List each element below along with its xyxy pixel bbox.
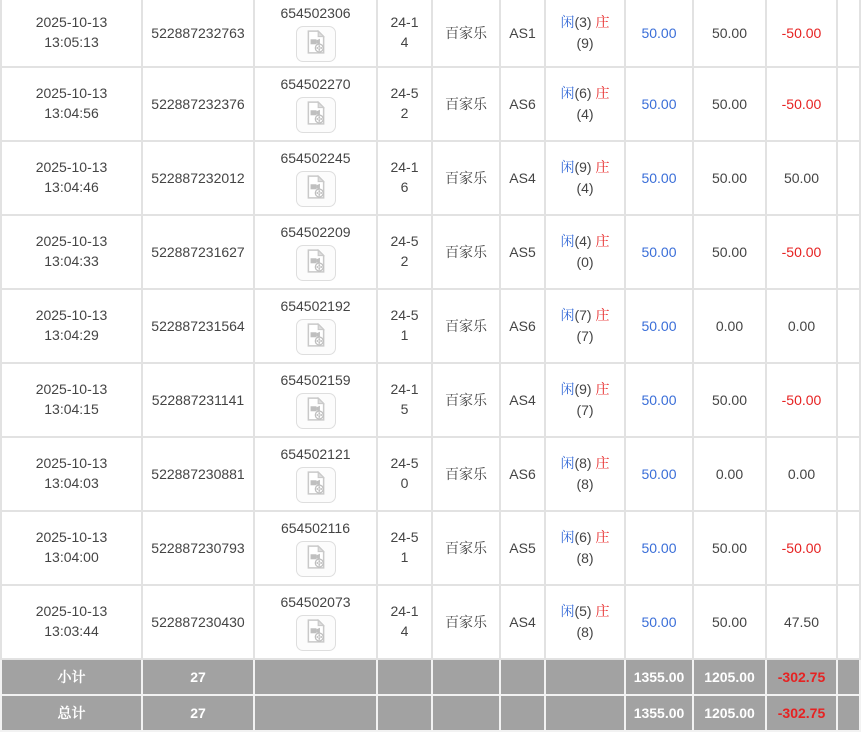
table-name-cell: AS4	[501, 586, 546, 660]
spacer-cell	[838, 290, 861, 364]
table-round: 24-52	[390, 85, 419, 121]
bet-date: 2025-10-13	[35, 85, 108, 102]
valid-amount-cell	[626, 0, 694, 68]
result-cell	[546, 290, 626, 364]
game-number: 654502209	[280, 224, 351, 241]
bet-id-cell: 522887231627	[143, 216, 255, 290]
video-file-icon	[305, 30, 327, 57]
bet-time-cell	[0, 586, 143, 660]
bet-amount-cell: 50.00	[694, 364, 767, 438]
bet-amount-cell: 0.00	[694, 290, 767, 364]
win-loss-value: 0.00	[787, 466, 816, 482]
bet-time: 13:04:56	[44, 105, 99, 121]
player-label: 闲	[560, 85, 575, 101]
win-loss-cell	[767, 142, 838, 216]
subtotal-valid-amount: 1355.00	[626, 660, 694, 696]
win-loss-cell	[767, 586, 838, 660]
video-file-icon	[305, 545, 327, 572]
bet-time: 13:05:13	[44, 34, 99, 50]
video-file-icon	[305, 101, 327, 128]
result-cell	[546, 512, 626, 586]
banker-label: 庄	[595, 455, 610, 471]
table-round-cell	[378, 0, 433, 68]
table-round: 24-15	[390, 381, 419, 417]
video-replay-button[interactable]	[296, 319, 336, 355]
player-label: 闲	[560, 233, 575, 249]
result-cell	[546, 68, 626, 142]
bet-time-cell	[0, 290, 143, 364]
player-points: (8)	[574, 455, 592, 471]
table-row	[0, 512, 861, 586]
banker-label: 庄	[595, 85, 610, 101]
bet-time-cell	[0, 364, 143, 438]
bet-date: 2025-10-13	[35, 14, 108, 31]
table-round: 24-51	[390, 529, 419, 565]
banker-label: 庄	[595, 381, 610, 397]
subtotal-bet-amount: 1205.00	[694, 660, 767, 696]
bet-id-cell: 522887231564	[143, 290, 255, 364]
player-points: (5)	[574, 603, 592, 619]
video-replay-button[interactable]	[296, 171, 336, 207]
video-file-icon	[305, 323, 327, 350]
game-type-cell: 百家乐	[433, 142, 501, 216]
bet-date: 2025-10-13	[35, 603, 108, 620]
spacer-cell	[838, 216, 861, 290]
game-number: 654502159	[280, 372, 351, 389]
win-loss-value: 47.50	[783, 614, 820, 630]
bet-time: 13:03:44	[44, 623, 99, 639]
game-type-cell: 百家乐	[433, 290, 501, 364]
result-cell	[546, 364, 626, 438]
valid-amount-cell	[626, 68, 694, 142]
table-round: 24-51	[390, 307, 419, 343]
table-round: 24-50	[390, 455, 419, 491]
game-id-cell	[255, 68, 378, 142]
player-label: 闲	[560, 307, 575, 323]
player-label: 闲	[560, 455, 575, 471]
valid-amount-cell	[626, 290, 694, 364]
bet-date: 2025-10-13	[35, 233, 108, 250]
table-round-cell	[378, 364, 433, 438]
game-id-cell	[255, 216, 378, 290]
bet-id-cell: 522887230881	[143, 438, 255, 512]
table-row	[0, 290, 861, 364]
game-number: 654502073	[280, 594, 351, 611]
table-row	[0, 68, 861, 142]
video-file-icon	[305, 175, 327, 202]
player-label: 闲	[560, 159, 575, 175]
banker-label: 庄	[595, 603, 610, 619]
total-count: 27	[143, 696, 255, 732]
table-name-cell: AS1	[501, 0, 546, 68]
bet-time-cell	[0, 0, 143, 68]
spacer-cell	[838, 696, 861, 732]
win-loss-cell	[767, 438, 838, 512]
win-loss-value: -50.00	[781, 540, 822, 556]
result-cell	[546, 586, 626, 660]
bet-id-cell: 522887230430	[143, 586, 255, 660]
total-row	[0, 696, 861, 732]
table-row	[0, 438, 861, 512]
bet-time: 13:04:33	[44, 253, 99, 269]
banker-points: (4)	[576, 180, 594, 196]
game-id-cell	[255, 512, 378, 586]
bet-id-cell: 522887231141	[143, 364, 255, 438]
game-id-cell	[255, 142, 378, 216]
spacer-cell	[838, 364, 861, 438]
player-label: 闲	[560, 603, 575, 619]
player-points: (3)	[574, 14, 592, 30]
video-replay-button[interactable]	[296, 541, 336, 577]
player-label: 闲	[560, 14, 575, 30]
spacer-cell	[838, 0, 861, 68]
bet-date: 2025-10-13	[35, 159, 108, 176]
game-type-cell: 百家乐	[433, 512, 501, 586]
banker-label: 庄	[595, 14, 610, 30]
valid-amount-cell	[626, 586, 694, 660]
spacer-cell	[838, 142, 861, 216]
game-id-cell	[255, 290, 378, 364]
bet-time: 13:04:29	[44, 327, 99, 343]
win-loss-value: -50.00	[781, 244, 822, 260]
bet-time-cell	[0, 438, 143, 512]
spacer-cell	[838, 586, 861, 660]
win-loss-cell	[767, 68, 838, 142]
video-file-icon	[305, 249, 327, 276]
valid-amount-link[interactable]: 50.00	[641, 392, 677, 408]
video-file-icon	[305, 471, 327, 498]
win-loss-cell	[767, 364, 838, 438]
bet-id-cell: 522887232012	[143, 142, 255, 216]
banker-label: 庄	[595, 159, 610, 175]
video-replay-button[interactable]	[296, 26, 336, 62]
player-points: (9)	[574, 381, 592, 397]
result-cell	[546, 142, 626, 216]
bet-time-cell	[0, 68, 143, 142]
game-number: 654502192	[280, 298, 351, 315]
table-row	[0, 586, 861, 660]
win-loss-cell	[767, 512, 838, 586]
valid-amount-cell	[626, 364, 694, 438]
player-points: (6)	[574, 85, 592, 101]
game-number: 654502116	[280, 520, 351, 537]
win-loss-cell	[767, 290, 838, 364]
total-valid-amount: 1355.00	[626, 696, 694, 732]
table-name-cell: AS5	[501, 512, 546, 586]
valid-amount-link[interactable]: 50.00	[641, 318, 677, 334]
bet-amount-cell: 50.00	[694, 142, 767, 216]
game-number: 654502306	[280, 5, 351, 22]
table-name-cell: AS4	[501, 364, 546, 438]
game-type-cell: 百家乐	[433, 216, 501, 290]
table-row	[0, 0, 861, 68]
subtotal-label: 小计	[0, 660, 143, 696]
table-name-cell: AS5	[501, 216, 546, 290]
banker-points: (7)	[576, 328, 594, 344]
bet-amount-cell: 50.00	[694, 68, 767, 142]
win-loss-value: -50.00	[781, 25, 822, 41]
game-id-cell	[255, 364, 378, 438]
spacer-cell	[838, 438, 861, 512]
spacer-cell	[838, 68, 861, 142]
result-cell	[546, 0, 626, 68]
valid-amount-cell	[626, 512, 694, 586]
table-round-cell	[378, 68, 433, 142]
banker-label: 庄	[595, 307, 610, 323]
table-name-cell: AS4	[501, 142, 546, 216]
video-file-icon	[305, 397, 327, 424]
bet-id-cell: 522887232763	[143, 0, 255, 68]
bet-time: 13:04:46	[44, 179, 99, 195]
bet-amount-cell: 50.00	[694, 216, 767, 290]
spacer-cell	[838, 660, 861, 696]
bet-amount-cell: 50.00	[694, 0, 767, 68]
game-type-cell: 百家乐	[433, 364, 501, 438]
bet-id-cell: 522887232376	[143, 68, 255, 142]
bet-time: 13:04:00	[44, 549, 99, 565]
banker-label: 庄	[595, 529, 610, 545]
table-round-cell	[378, 512, 433, 586]
valid-amount-cell	[626, 142, 694, 216]
player-label: 闲	[560, 529, 575, 545]
bet-id-cell: 522887230793	[143, 512, 255, 586]
bet-date: 2025-10-13	[35, 529, 108, 546]
game-number: 654502270	[280, 76, 351, 93]
video-file-icon	[305, 619, 327, 646]
valid-amount-cell	[626, 216, 694, 290]
valid-amount-cell	[626, 438, 694, 512]
bet-date: 2025-10-13	[35, 307, 108, 324]
game-id-cell	[255, 438, 378, 512]
banker-points: (8)	[576, 550, 594, 566]
valid-amount-link[interactable]: 50.00	[641, 244, 677, 260]
footer-win-loss: -302.75	[767, 696, 838, 732]
banker-points: (8)	[576, 624, 594, 640]
game-type-cell: 百家乐	[433, 68, 501, 142]
table-round: 24-14	[390, 603, 419, 639]
table-name-cell: AS6	[501, 290, 546, 364]
table-round-cell	[378, 142, 433, 216]
table-row	[0, 142, 861, 216]
game-number: 654502121	[280, 446, 351, 463]
banker-points: (4)	[576, 106, 594, 122]
video-replay-button[interactable]	[296, 97, 336, 133]
valid-amount-link[interactable]: 50.00	[641, 466, 677, 482]
table-round: 24-52	[390, 233, 419, 269]
win-loss-cell	[767, 0, 838, 68]
game-number: 654502245	[280, 150, 351, 167]
game-type-cell: 百家乐	[433, 586, 501, 660]
win-loss-value: 50.00	[783, 170, 820, 186]
game-id-cell	[255, 586, 378, 660]
bet-amount-cell: 50.00	[694, 586, 767, 660]
subtotal-row	[0, 660, 861, 696]
table-name-cell: AS6	[501, 438, 546, 512]
table-row	[0, 216, 861, 290]
banker-points: (7)	[576, 402, 594, 418]
bet-time: 13:04:03	[44, 475, 99, 491]
table-round-cell	[378, 216, 433, 290]
result-cell	[546, 216, 626, 290]
banker-points: (9)	[576, 35, 594, 51]
bet-time-cell	[0, 512, 143, 586]
table-row	[0, 364, 861, 438]
bet-date: 2025-10-13	[35, 381, 108, 398]
video-replay-button[interactable]	[296, 615, 336, 651]
bet-amount-cell: 0.00	[694, 438, 767, 512]
bet-date: 2025-10-13	[35, 455, 108, 472]
table-round: 24-16	[390, 159, 419, 195]
bet-time-cell	[0, 142, 143, 216]
player-points: (4)	[574, 233, 592, 249]
banker-label: 庄	[595, 233, 610, 249]
video-replay-button[interactable]	[296, 467, 336, 503]
bet-time-cell	[0, 216, 143, 290]
game-type-cell: 百家乐	[433, 0, 501, 68]
bet-time: 13:04:15	[44, 401, 99, 417]
player-points: (7)	[574, 307, 592, 323]
win-loss-value: 0.00	[787, 318, 816, 334]
table-name-cell: AS6	[501, 68, 546, 142]
bet-amount-cell: 50.00	[694, 512, 767, 586]
subtotal-count: 27	[143, 660, 255, 696]
banker-points: (0)	[576, 254, 594, 270]
player-label: 闲	[560, 381, 575, 397]
table-round-cell	[378, 290, 433, 364]
game-type-cell: 百家乐	[433, 438, 501, 512]
valid-amount-link[interactable]: 50.00	[641, 96, 677, 112]
spacer-cell	[838, 512, 861, 586]
win-loss-value: -50.00	[781, 392, 822, 408]
video-replay-button[interactable]	[296, 245, 336, 281]
footer-win-loss: -302.75	[767, 660, 838, 696]
banker-points: (8)	[576, 476, 594, 492]
valid-amount-link[interactable]: 50.00	[641, 540, 677, 556]
player-points: (6)	[574, 529, 592, 545]
valid-amount-link[interactable]: 50.00	[641, 614, 677, 630]
player-points: (9)	[574, 159, 592, 175]
win-loss-value: -50.00	[781, 96, 822, 112]
table-round-cell	[378, 586, 433, 660]
result-cell	[546, 438, 626, 512]
valid-amount-link[interactable]: 50.00	[641, 25, 677, 41]
total-label: 总计	[0, 696, 143, 732]
table-round: 24-14	[390, 14, 419, 50]
total-bet-amount: 1205.00	[694, 696, 767, 732]
table-round-cell	[378, 438, 433, 512]
video-replay-button[interactable]	[296, 393, 336, 429]
valid-amount-link[interactable]: 50.00	[641, 170, 677, 186]
win-loss-cell	[767, 216, 838, 290]
game-id-cell	[255, 0, 378, 68]
